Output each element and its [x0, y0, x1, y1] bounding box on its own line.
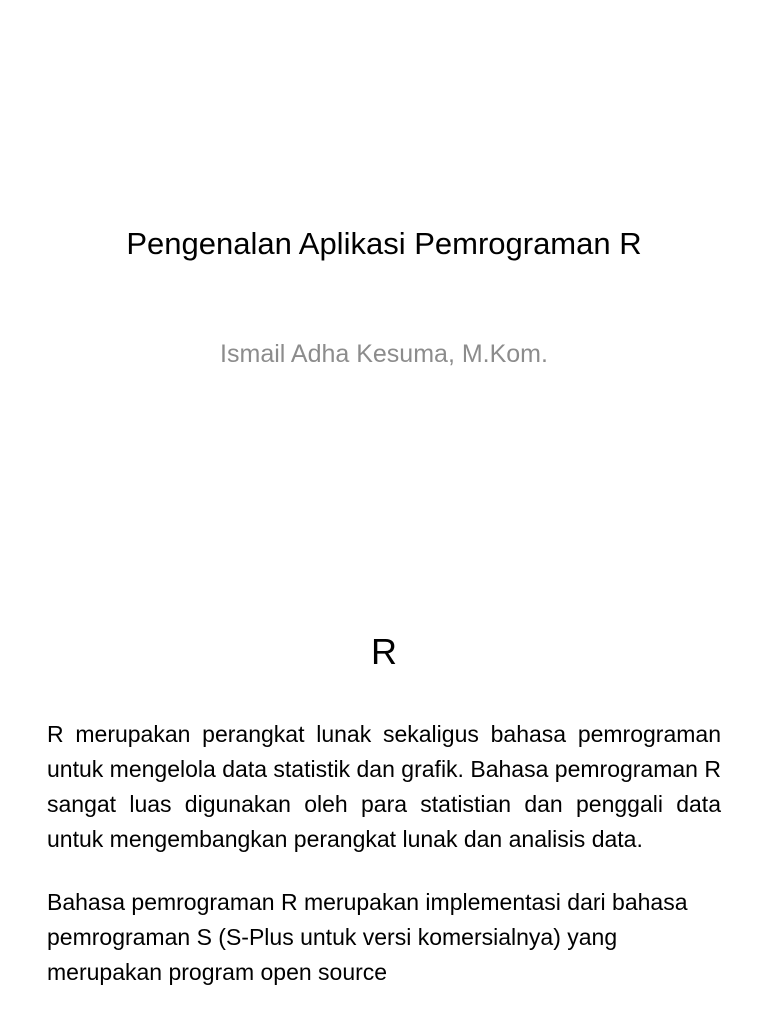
body-paragraph: R merupakan perangkat lunak sekaligus bahasa pemrograman untuk mengelola data statistik dan grafik. Bahasa pemrograman R sangat luas digunakan oleh para statistian dan penggali data untuk mengembangkan perangkat lunak dan analisis data.: [47, 721, 721, 852]
body-paragraph: Bahasa pemrograman R merupakan implementasi dari bahasa pemrograman S (S-Plus untuk versi komersialnya) yang merupakan program open source: [47, 889, 688, 985]
slide-title: Pengenalan Aplikasi Pemrograman R: [126, 226, 642, 261]
slide-body: [47, 717, 721, 990]
slide-title: R: [371, 631, 397, 672]
slide-subtitle: Ismail Adha Kesuma, M.Kom.: [220, 340, 548, 368]
content-slide: [0, 576, 768, 1024]
